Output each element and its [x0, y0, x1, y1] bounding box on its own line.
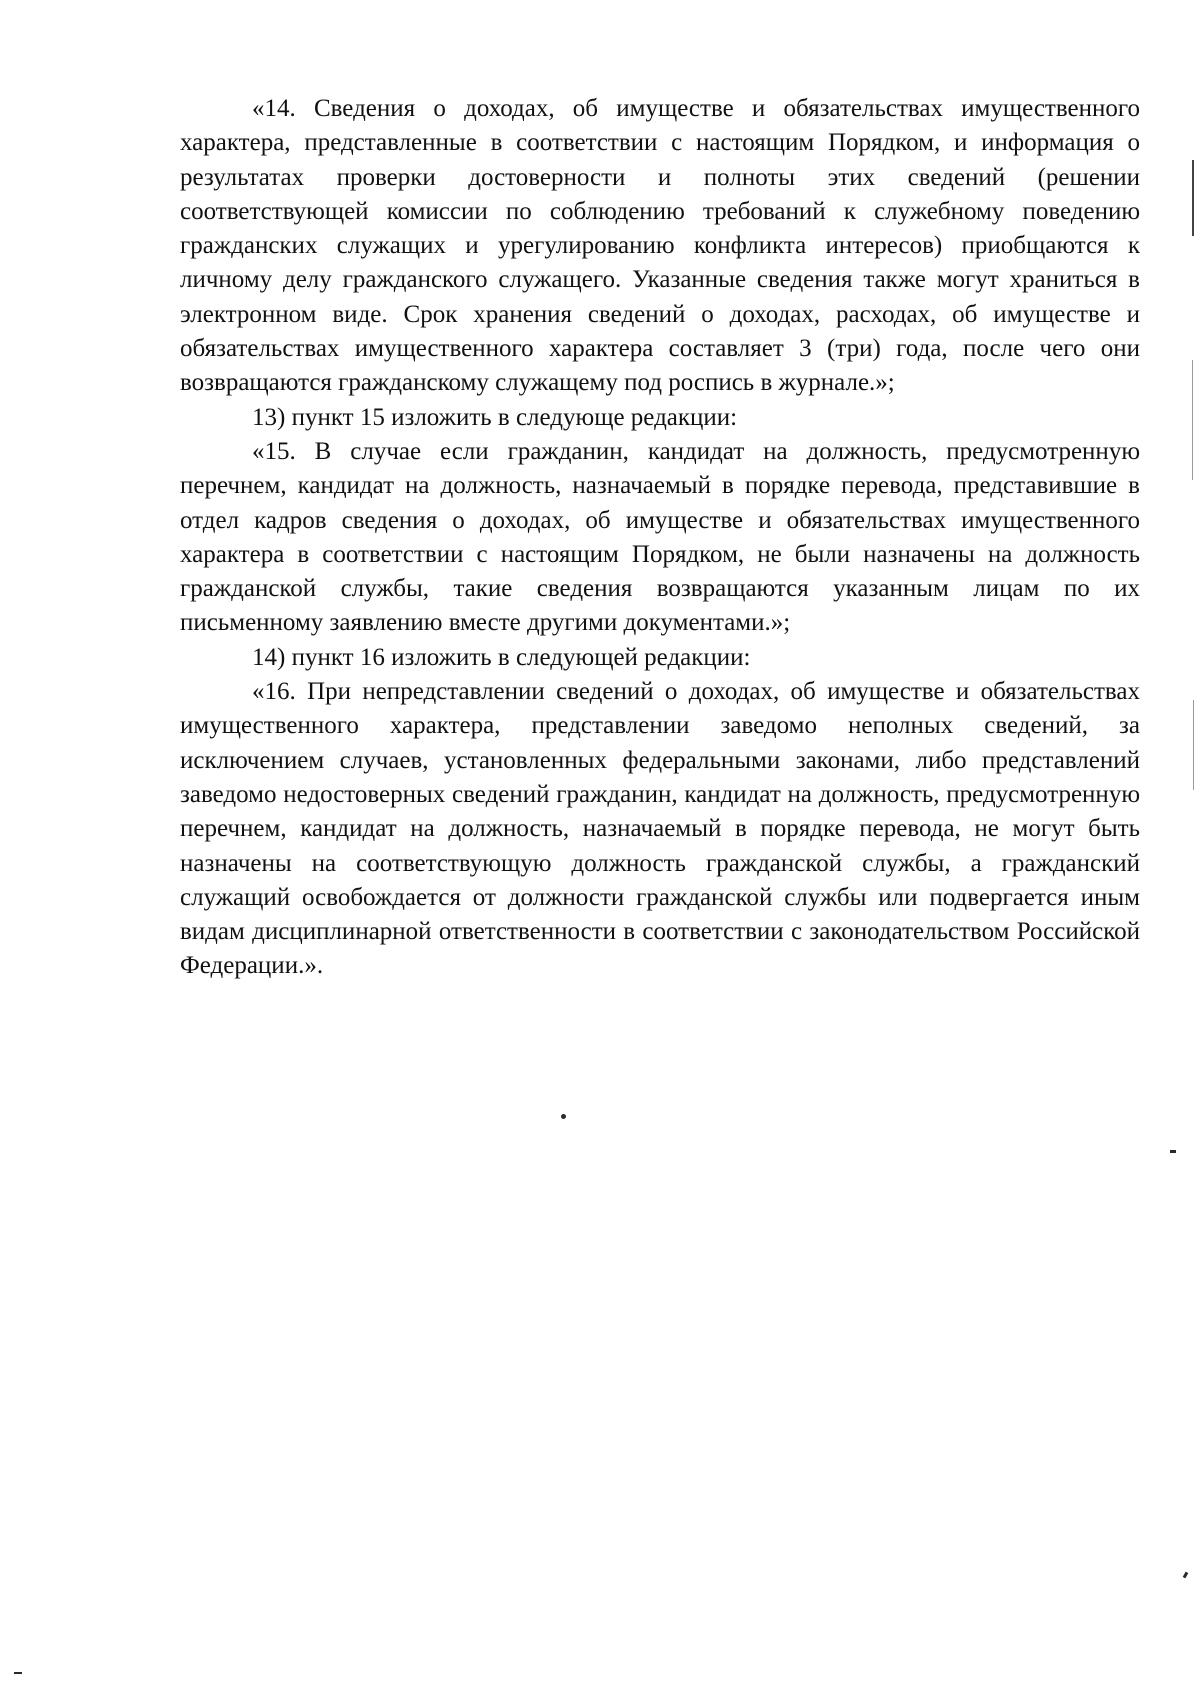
scan-dot	[14, 1672, 22, 1674]
scan-edge-line	[1193, 700, 1194, 790]
scan-dot	[561, 1114, 566, 1119]
paragraph-16: «16. При непредставлении сведений о доходах, об имуществе и обязательствах имущественного характера, представлении заведомо неполных сведений, за исключением случаев, установленных федеральными законами, либо представлений заведомо недостоверных сведений гражданин, кандидат на должность, предусмотренную перечнем, кандидат на должность, назначаемый в порядке перевода, не могут быть назначены на соответствующую должность гражданской службы, а гражданский служащий освобождается от должности гражданской службы или подвергается иным видам дисциплинарной ответственности в соответствии с законодательством Российской Федерации.».	[180, 678, 1140, 980]
paragraph-14: «14. Сведения о доходах, об имуществе и обязательствах имущественного характера, представленные в соответствии с настоящим Порядком, и информация о результатах проверки достоверности и полноты этих сведений (решении соответствующей комиссии по соблюдению требований к служебному поведению гражданских служащих и урегулированию конфликта интересов) приобщаются к личному делу гражданского служащего. Указанные сведения также могут храниться в электронном виде. Срок хранения сведений о доходах, расходах, об имуществе и обязательствах имущественного характера составляет 3 (три) года, после чего они возвращаются гражданскому служащему под роспись в журнале.»;	[180, 95, 1140, 397]
document-body	[180, 92, 1140, 984]
paragraph-item-14: 14) пункт 16 изложить в следующей редакции:	[252, 643, 751, 671]
scan-edge-line	[1192, 160, 1194, 236]
scan-edge-line	[1192, 360, 1193, 480]
paragraph-15: «15. В случае если гражданин, кандидат на должность, предусмотренную перечнем, кандидат на должность, назначаемый в порядке перевода, представившие в отдел кадров сведения о доходах, об имуществе и обязательствах имущественного характера в соответствии с настоящим Порядком, не были назначены на должность гражданской службы, такие сведения возвращаются указанным лицам по их письменному заявлению вместе другими документами.»;	[180, 437, 1140, 637]
scan-dot	[1183, 1572, 1189, 1579]
scan-dot	[1170, 1150, 1176, 1153]
paragraph-item-13: 13) пункт 15 изложить в следующе редакции:	[252, 403, 738, 431]
